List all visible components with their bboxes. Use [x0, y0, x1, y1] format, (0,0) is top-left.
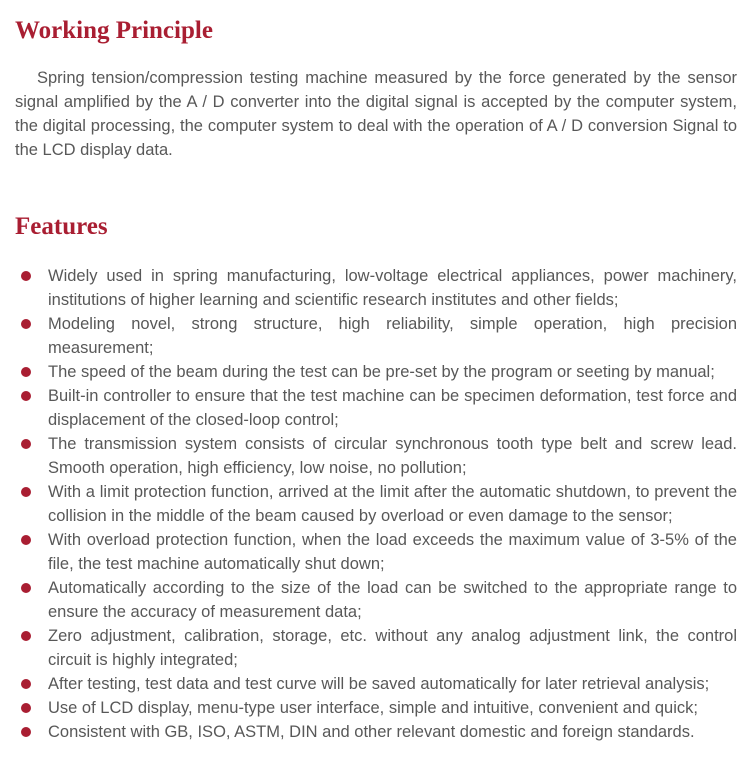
feature-text: With overload protection function, when the load exceeds the maximum value of 3-5% of the file, the test machine automatically shut down; — [48, 531, 737, 573]
feature-text: After testing, test data and test curve will be saved automatically for later retrieval analysis; — [48, 675, 710, 693]
bullet-icon — [21, 727, 31, 737]
feature-text: Zero adjustment, calibration, storage, etc. without any analog adjustment link, the control circuit is highly integrated; — [48, 627, 737, 669]
features-heading: Features — [15, 213, 108, 240]
feature-item — [15, 624, 737, 672]
feature-item — [15, 264, 737, 312]
feature-item — [15, 384, 737, 432]
feature-item — [15, 720, 737, 744]
feature-item — [15, 528, 737, 576]
bullet-icon — [21, 271, 31, 281]
feature-text: Built-in controller to ensure that the test machine can be specimen deformation, test force and displacement of the closed-loop control; — [48, 387, 737, 429]
bullet-icon — [21, 319, 31, 329]
feature-text: The transmission system consists of circular synchronous tooth type belt and screw lead. Smooth operation, high efficiency, low noise, no pollution; — [48, 435, 737, 477]
bullet-icon — [21, 535, 31, 545]
bullet-icon — [21, 703, 31, 713]
bullet-icon — [21, 583, 31, 593]
features-list — [15, 264, 737, 744]
bullet-icon — [21, 487, 31, 497]
feature-text: Modeling novel, strong structure, high reliability, simple operation, high precision measurement; — [48, 315, 737, 357]
bullet-icon — [21, 391, 31, 401]
bullet-icon — [21, 439, 31, 449]
feature-text: The speed of the beam during the test can be pre-set by the program or seeting by manual; — [48, 363, 715, 381]
feature-text: With a limit protection function, arrived at the limit after the automatic shutdown, to prevent the collision in the middle of the beam caused by overload or even damage to the sensor; — [48, 483, 737, 525]
feature-item — [15, 696, 737, 720]
bullet-icon — [21, 679, 31, 689]
working-principle-heading: Working Principle — [15, 17, 213, 44]
feature-item — [15, 312, 737, 360]
feature-text: Widely used in spring manufacturing, low-voltage electrical appliances, power machinery, institutions of higher learning and scientific research institutes and other fields; — [48, 267, 737, 309]
feature-item — [15, 480, 737, 528]
working-principle-paragraph: Spring tension/compression testing machine measured by the force generated by the sensor signal amplified by the A / D converter into the digital signal is accepted by the computer system, the digital processing, the computer system to deal with the operation of A / D conversion Signal to the LCD display data. — [15, 69, 737, 159]
feature-item — [15, 576, 737, 624]
bullet-icon — [21, 631, 31, 641]
feature-text: Consistent with GB, ISO, ASTM, DIN and other relevant domestic and foreign standards. — [48, 723, 695, 741]
product-description-page — [0, 14, 750, 778]
feature-item — [15, 672, 737, 696]
bullet-icon — [21, 367, 31, 377]
feature-text: Use of LCD display, menu-type user interface, simple and intuitive, convenient and quick; — [48, 699, 698, 717]
feature-text: Automatically according to the size of the load can be switched to the appropriate range to ensure the accuracy of measurement data; — [48, 579, 737, 621]
feature-item — [15, 360, 737, 384]
feature-item — [15, 432, 737, 480]
